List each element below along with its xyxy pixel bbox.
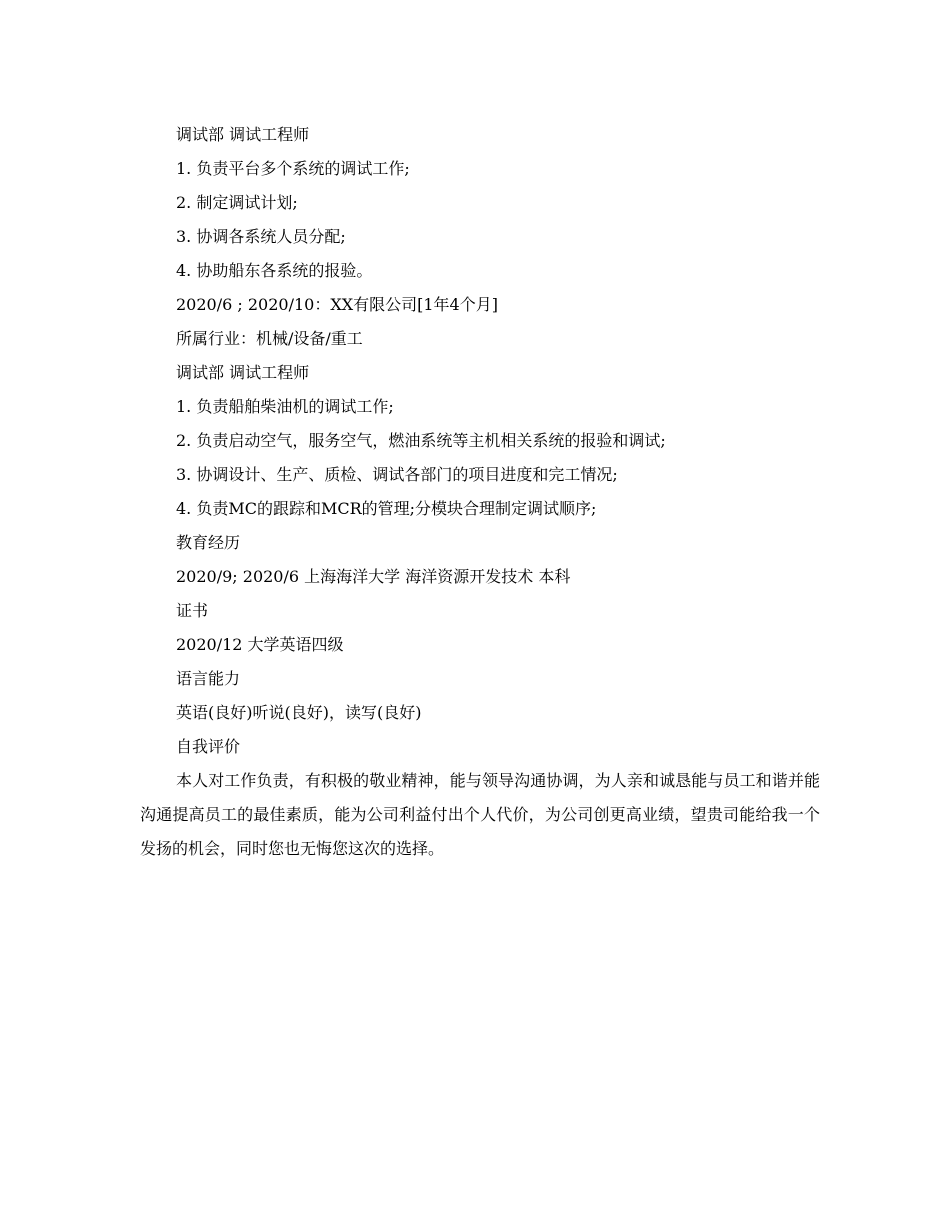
education-heading: 教育经历 bbox=[176, 533, 241, 552]
certificate-heading: 证书 bbox=[176, 601, 209, 620]
duty-item-3: 3. 协调各系统人员分配; bbox=[176, 227, 346, 246]
employment-period: 2020/6 ; 2020/10：XX有限公司[1年4个月] bbox=[176, 295, 498, 314]
certificate-entry: 2020/12 大学英语四级 bbox=[176, 635, 344, 654]
department-position-2: 调试部 调试工程师 bbox=[176, 363, 310, 382]
self-evaluation-paragraph: 本人对工作负责，有积极的敬业精神，能与领导沟通协调，为人亲和诚恳能与员工和谐并能沟通提高员工的最佳素质，能为公司利益付出个人代价，为公司创更高业绩，望贵司能给我一个发扬的机会，同时您也无悔您这次的选择。 bbox=[140, 771, 820, 858]
resume-content bbox=[140, 118, 820, 866]
duty-item-1: 1. 负责平台多个系统的调试工作; bbox=[176, 159, 410, 178]
duty-item-7: 3. 协调设计、生产、质检、调试各部门的项目进度和完工情况; bbox=[176, 465, 618, 484]
language-heading: 语言能力 bbox=[176, 669, 241, 688]
duty-item-5: 1. 负责船舶柴油机的调试工作; bbox=[176, 397, 394, 416]
education-entry: 2020/9; 2020/6 上海海洋大学 海洋资源开发技术 本科 bbox=[176, 567, 571, 586]
duty-item-6: 2. 负责启动空气，服务空气，燃油系统等主机相关系统的报验和调试; bbox=[176, 431, 666, 450]
language-entry: 英语(良好)听说(良好)，读写(良好) bbox=[176, 703, 422, 722]
duty-item-2: 2. 制定调试计划; bbox=[176, 193, 298, 212]
duty-item-8: 4. 负责MC的跟踪和MCR的管理;分模块合理制定调试顺序; bbox=[176, 499, 597, 518]
duty-item-4: 4. 协助船东各系统的报验。 bbox=[176, 261, 373, 280]
self-evaluation-heading: 自我评价 bbox=[176, 737, 241, 756]
department-position-1: 调试部 调试工程师 bbox=[176, 125, 310, 144]
industry: 所属行业：机械/设备/重工 bbox=[176, 329, 363, 348]
